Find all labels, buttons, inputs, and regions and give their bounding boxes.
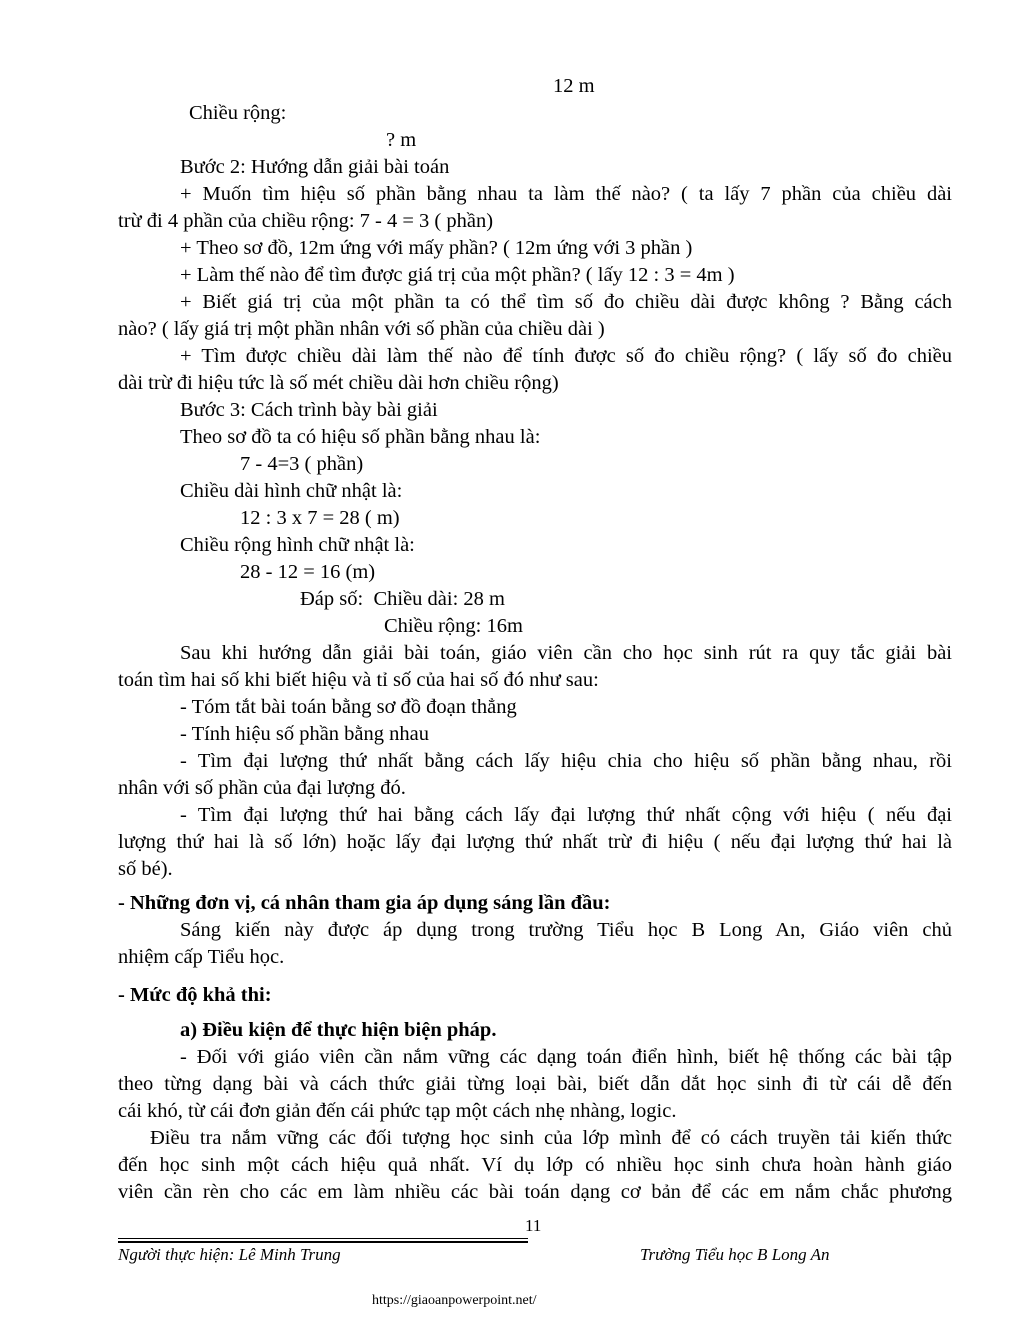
text-line: viên cần rèn cho các em làm nhiều các bài toán dạng cơ bản để các em nắm chắc phương	[118, 1181, 952, 1203]
text-line: - Đối với giáo viên cần nắm vững các dạng toán điển hình, biết hệ thống các bài tập	[180, 1046, 952, 1068]
text-line: + Muốn tìm hiệu số phần bằng nhau ta làm thế nào? ( ta lấy 7 phần của chiều dài	[180, 183, 952, 205]
rule-item: - Tính hiệu số phần bằng nhau	[180, 723, 429, 745]
text-line: cái khó, từ cái đơn giản đến cái phức tạp một cách nhẹ nhàng, logic.	[118, 1100, 677, 1122]
text-line: đến học sinh một cách hiệu quả nhất. Ví dụ lớp có nhiều học sinh chưa hoàn hành giáo	[118, 1154, 952, 1176]
text-line: theo từng dạng bài và cách thức giải từng loại bài, biết dẫn dắt học sinh đi từ cái dễ đến	[118, 1073, 952, 1095]
text-line: + Biết giá trị của một phần ta có thể tìm số đo chiều dài được không ? Bằng cách	[180, 291, 952, 313]
subsection-heading: a) Điều kiện để thực hiện biện pháp.	[180, 1019, 497, 1041]
text-line: nhiệm cấp Tiểu học.	[118, 946, 285, 968]
calculation-line: 28 - 12 = 16 (m)	[240, 561, 376, 583]
text-line: Chiều dài hình chữ nhật là:	[180, 480, 403, 502]
rule-item: - Tóm tắt bài toán bằng sơ đồ đoạn thẳng	[180, 696, 517, 718]
calculation-line: 7 - 4=3 ( phần)	[240, 453, 364, 475]
diagram-width-label: Chiều rộng:	[189, 102, 287, 124]
text-line: dài trừ đi hiệu tức là số mét chiều dài hơn chiều rộng)	[118, 372, 559, 394]
text-line: Điều tra nắm vững các đối tượng học sinh của lớp mình để có cách truyền tải kiến thức	[150, 1127, 952, 1149]
calculation-line: 12 : 3 x 7 = 28 ( m)	[240, 507, 400, 529]
step-2-heading: Bước 2: Hướng dẫn giải bài toán	[180, 156, 450, 178]
answer-line: Đáp số: Chiều dài: 28 m	[300, 588, 505, 610]
footer-school: Trường Tiểu học B Long An	[640, 1245, 830, 1264]
text-line: Sáng kiến này được áp dụng trong trường Tiểu học B Long An, Giáo viên chủ	[180, 919, 952, 941]
section-heading: - Mức độ khả thi:	[118, 984, 272, 1006]
footer-url[interactable]: https://giaoanpowerpoint.net/	[372, 1293, 537, 1308]
text-line: toán tìm hai số khi biết hiệu và tỉ số của hai số đó như sau:	[118, 669, 599, 691]
text-line: + Làm thế nào để tìm được giá trị của một phần? ( lấy 12 : 3 = 4m )	[180, 264, 735, 286]
answer-line: Chiều rộng: 16m	[384, 615, 523, 637]
footer-author: Người thực hiện: Lê Minh Trung	[118, 1245, 341, 1264]
footer-divider-thick	[118, 1241, 528, 1243]
text-line: nhân với số phần của đại lượng đó.	[118, 777, 406, 799]
section-heading: - Những đơn vị, cá nhân tham gia áp dụng sáng lần đầu:	[118, 892, 611, 914]
step-3-heading: Bước 3: Cách trình bày bài giải	[180, 399, 438, 421]
text-line: + Tìm được chiều dài làm thế nào để tính được số đo chiều rộng? ( lấy số đo chiều	[180, 345, 952, 367]
diagram-unknown-label: ? m	[386, 129, 417, 151]
text-line: nào? ( lấy giá trị một phần nhân với số phần của chiều dài )	[118, 318, 605, 340]
text-line: Theo sơ đồ ta có hiệu số phần bằng nhau là:	[180, 426, 541, 448]
rule-item: - Tìm đại lượng thứ nhất bằng cách lấy hiệu chia cho hiệu số phần bằng nhau, rồi	[180, 750, 952, 772]
footer-divider-thin	[118, 1238, 528, 1239]
text-line: trừ đi 4 phần của chiều rộng: 7 - 4 = 3 ( phần)	[118, 210, 494, 232]
rule-item: - Tìm đại lượng thứ hai bằng cách lấy đại lượng thứ nhất cộng với hiệu ( nếu đại	[180, 804, 952, 826]
text-line: Sau khi hướng dẫn giải bài toán, giáo viên cần cho học sinh rút ra quy tắc giải bài	[180, 642, 952, 664]
text-line: Chiều rộng hình chữ nhật là:	[180, 534, 415, 556]
page-number: 11	[525, 1216, 542, 1235]
text-line: lượng thứ hai là số lớn) hoặc lấy đại lượng thứ nhất trừ đi hiệu ( nếu đại lượng thứ hai là	[118, 831, 952, 853]
text-line: số bé).	[118, 858, 173, 880]
text-line: + Theo sơ đồ, 12m ứng với mấy phần? ( 12m ứng với 3 phần )	[180, 237, 693, 259]
diagram-length-label: 12 m	[553, 75, 595, 97]
